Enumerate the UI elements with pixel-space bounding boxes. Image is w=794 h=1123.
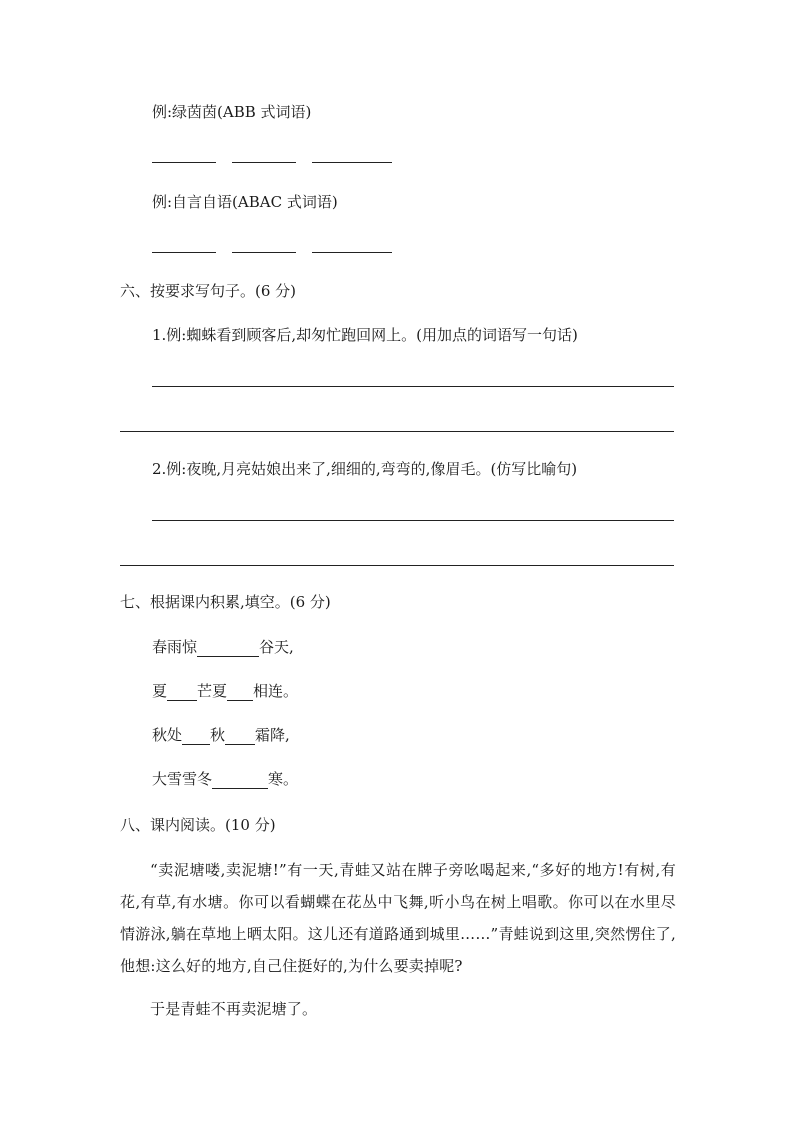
answer-blank-abb-1[interactable] bbox=[152, 162, 216, 163]
answer-line-q2-2[interactable] bbox=[120, 565, 674, 566]
answer-blank-abac-3[interactable] bbox=[312, 252, 392, 253]
section6-heading: 六、按要求写句子。(6 分) bbox=[120, 282, 297, 300]
answer-line-q2-1[interactable] bbox=[152, 520, 674, 521]
fill-line-2-text-b: 芒夏 bbox=[197, 682, 228, 700]
fill-line-3 bbox=[152, 725, 290, 745]
fill-line-4 bbox=[152, 769, 298, 789]
fill-line-2-text-a: 夏 bbox=[152, 682, 168, 700]
fill-blank-2[interactable] bbox=[167, 684, 197, 701]
answer-blank-abb-2[interactable] bbox=[232, 162, 296, 163]
section7-heading: 七、根据课内积累,填空。(6 分) bbox=[120, 593, 331, 611]
answer-blank-abb-3[interactable] bbox=[312, 162, 392, 163]
reading-paragraph-1: “卖泥塘喽,卖泥塘!”有一天,青蛙又站在牌子旁吆喝起来,“多好的地方!有树,有花,有草,有水塘。你可以看蝴蝶在花丛中飞舞,听小鸟在树上唱歌。你可以在水里尽情游泳,躺在草地上晒太阳。这儿还有道路通到城里……”青蛙说到这里,突然愣住了,他想:这么好的地方,自己住挺好的,为什么要卖掉呢? bbox=[120, 861, 676, 975]
section8-heading: 八、课内阅读。(10 分) bbox=[120, 816, 276, 834]
fill-line-2-text-c: 相连。 bbox=[253, 682, 299, 700]
fill-blank-5[interactable] bbox=[225, 728, 255, 745]
section6-question-1: 1.例:蜘蛛看到顾客后,却匆忙跑回网上。(用加点的词语写一句话) bbox=[152, 326, 578, 344]
answer-line-q1-2[interactable] bbox=[120, 431, 674, 432]
fill-line-3-text-c: 霜降, bbox=[255, 726, 290, 744]
fill-line-4-text-b: 寒。 bbox=[268, 770, 299, 788]
reading-paragraph-2: 于是青蛙不再卖泥塘了。 bbox=[150, 1000, 318, 1018]
fill-line-1 bbox=[152, 637, 294, 657]
fill-line-1-text-a: 春雨惊 bbox=[152, 638, 198, 656]
fill-line-3-text-b: 秋 bbox=[210, 726, 226, 744]
fill-blank-1[interactable] bbox=[197, 640, 259, 657]
example-abac: 例:自言自语(ABAC 式词语) bbox=[152, 193, 338, 211]
section6-question-2: 2.例:夜晚,月亮姑娘出来了,细细的,弯弯的,像眉毛。(仿写比喻句) bbox=[152, 460, 578, 478]
fill-line-1-text-b: 谷天, bbox=[259, 638, 294, 656]
fill-blank-3[interactable] bbox=[227, 684, 253, 701]
fill-blank-4[interactable] bbox=[182, 728, 210, 745]
answer-blank-abac-1[interactable] bbox=[152, 252, 216, 253]
fill-blank-6[interactable] bbox=[212, 772, 268, 789]
fill-line-3-text-a: 秋处 bbox=[152, 726, 183, 744]
fill-line-2 bbox=[152, 681, 298, 701]
answer-blank-abac-2[interactable] bbox=[232, 252, 296, 253]
answer-line-q1-1[interactable] bbox=[152, 386, 674, 387]
fill-line-4-text-a: 大雪雪冬 bbox=[152, 770, 213, 788]
example-abb: 例:绿茵茵(ABB 式词语) bbox=[152, 103, 312, 121]
